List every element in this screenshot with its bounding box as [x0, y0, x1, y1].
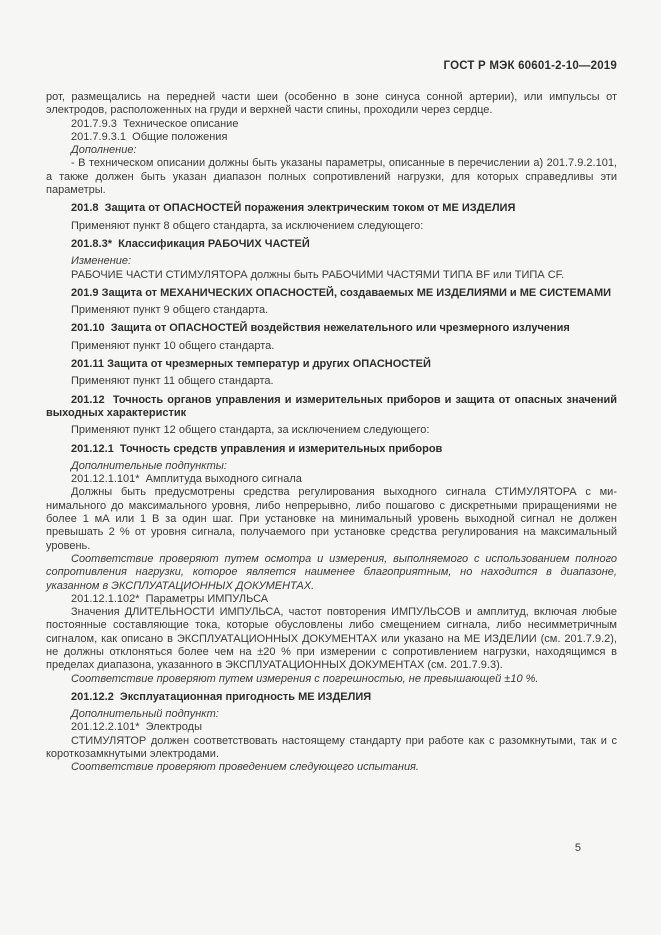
section-heading: 201.12.1 Точность средств управления и измерительных приборов — [71, 442, 443, 455]
paragraph: Значения ДЛИТЕЛЬНОСТИ ИМПУЛЬСА, частот повторения ИМПУЛЬСОВ и амплитуд, включая любые постоянные составляющие тока, которые обусловлены либо смещением сигнала, либо несимметричным сигналом, как описано в ЭКСПЛУАТАЦИОННЫХ ДОКУМЕНТАХ или указано на МЕ ИЗДЕЛИИ (см. 201.7.9.2), не должны отклоняться более чем на ±20 % при измерении с сопротивлением нагрузки, находящимся в пределах диапазона, указанного в ЭКСПЛУАТАЦИОННЫХ ДОКУМЕНТАХ (см. 201.7.9.3). — [46, 606, 617, 672]
paragraph: Применяют пункт 12 общего стандарта, за исключением следующего: — [71, 424, 430, 437]
paragraph: РАБОЧИЕ ЧАСТИ СТИМУЛЯТОРА должны быть РАБОЧИМИ ЧАСТЯМИ ТИПА BF или ТИПА CF. — [71, 268, 565, 281]
document-header-standard-number: ГОСТ Р МЭК 60601-2-10—2019 — [443, 60, 617, 72]
paragraph: Применяют пункт 8 общего стандарта, за исключением следующего: — [71, 219, 424, 232]
section-heading: 201.9 Защита от МЕХАНИЧЕСКИХ ОПАСНОСТЕЙ, создаваемых МЕ ИЗДЕЛИЯМИ и МЕ СИСТЕМАМИ — [71, 286, 612, 299]
paragraph: Соответствие проверяют проведением следующего испытания. — [71, 761, 419, 774]
section-heading: 201.12.2 Эксплуатационная пригодность МЕ ИЗДЕЛИЯ — [71, 690, 372, 703]
paragraph: Применяют пункт 9 общего стандарта. — [71, 304, 269, 317]
paragraph: Дополнительные подпункты: — [71, 459, 227, 472]
paragraph: 201.12.1.101* Амплитуда выходного сигнала — [71, 473, 302, 486]
paragraph: Дополнение: — [71, 144, 137, 157]
section-heading: 201.8.3* Классификация РАБОЧИХ ЧАСТЕЙ — [71, 237, 310, 250]
paragraph: 201.7.9.3 Техническое описание — [71, 117, 239, 130]
section-heading: 201.10 Защита от ОПАСНОСТЕЙ воздействия нежелательного или чрезмерного излучения — [71, 322, 570, 335]
paragraph: СТИМУЛЯТОР должен соответствовать настоящему стандарту при работе как с разомкнутыми, так и с короткозамкнутыми электродами. — [46, 734, 617, 761]
document-body — [46, 91, 617, 775]
paragraph: - В техническом описании должны быть указаны параметры, описанные в перечислении а) 201.7.9.2.101, а также должен быть указан диапазон полных сопротивлений нагрузки, для которых справедливы эти параметры. — [46, 157, 617, 197]
paragraph: рот, размещались на передней части шеи (особенно в зоне синуса сонной артерии), или импульсы от электродов, расположенных на груди и верхней части спины, проходили через сердце. — [46, 91, 617, 117]
paragraph: 201.7.9.3.1 Общие положения — [71, 130, 228, 143]
paragraph: Должны быть предусмотрены средства регулирования выходного сигнала СТИМУЛЯТОРА с минимального до максимального уровня, либо непрерывно, либо пошагово с дискретными приращениями не более 1 мА или 1 В за один шаг. При установке на минимальный уровень выходной сигнал не должен превышать 2 % от уровня сигнала, получаемого при установке средства регулирования на максимальный уровень. — [46, 486, 617, 552]
section-heading: 201.8 Защита от ОПАСНОСТЕЙ поражения электрическим током от МЕ ИЗДЕЛИЯ — [71, 202, 516, 215]
paragraph: 201.12.2.101* Электроды — [71, 721, 202, 734]
page-number: 5 — [574, 842, 581, 854]
paragraph: Соответствие проверяют путем осмотра и измерения, выполняемого с использованием полного сопротивления нагрузки, которое является наименее благоприятным, но находится в диапазоне, указанном в ЭКСПЛУАТАЦИОННЫХ ДОКУМЕНТАХ. — [46, 552, 617, 592]
paragraph: Дополнительный подпункт: — [71, 708, 219, 721]
paragraph: Применяют пункт 11 общего стандарта. — [71, 375, 274, 388]
section-heading: 201.12 Точность органов управления и измерительных приборов и защита от опасных значений выходных характеристик — [46, 393, 617, 419]
paragraph: Применяют пункт 10 общего стандарта. — [71, 339, 275, 352]
paragraph: Изменение: — [71, 255, 132, 268]
paragraph: Соответствие проверяют путем измерения с погрешностью, не превышающей ±10 %. — [71, 672, 539, 685]
paragraph: 201.12.1.102* Параметры ИМПУЛЬСА — [71, 592, 269, 605]
section-heading: 201.11 Защита от чрезмерных температур и других ОПАСНОСТЕЙ — [71, 358, 431, 371]
